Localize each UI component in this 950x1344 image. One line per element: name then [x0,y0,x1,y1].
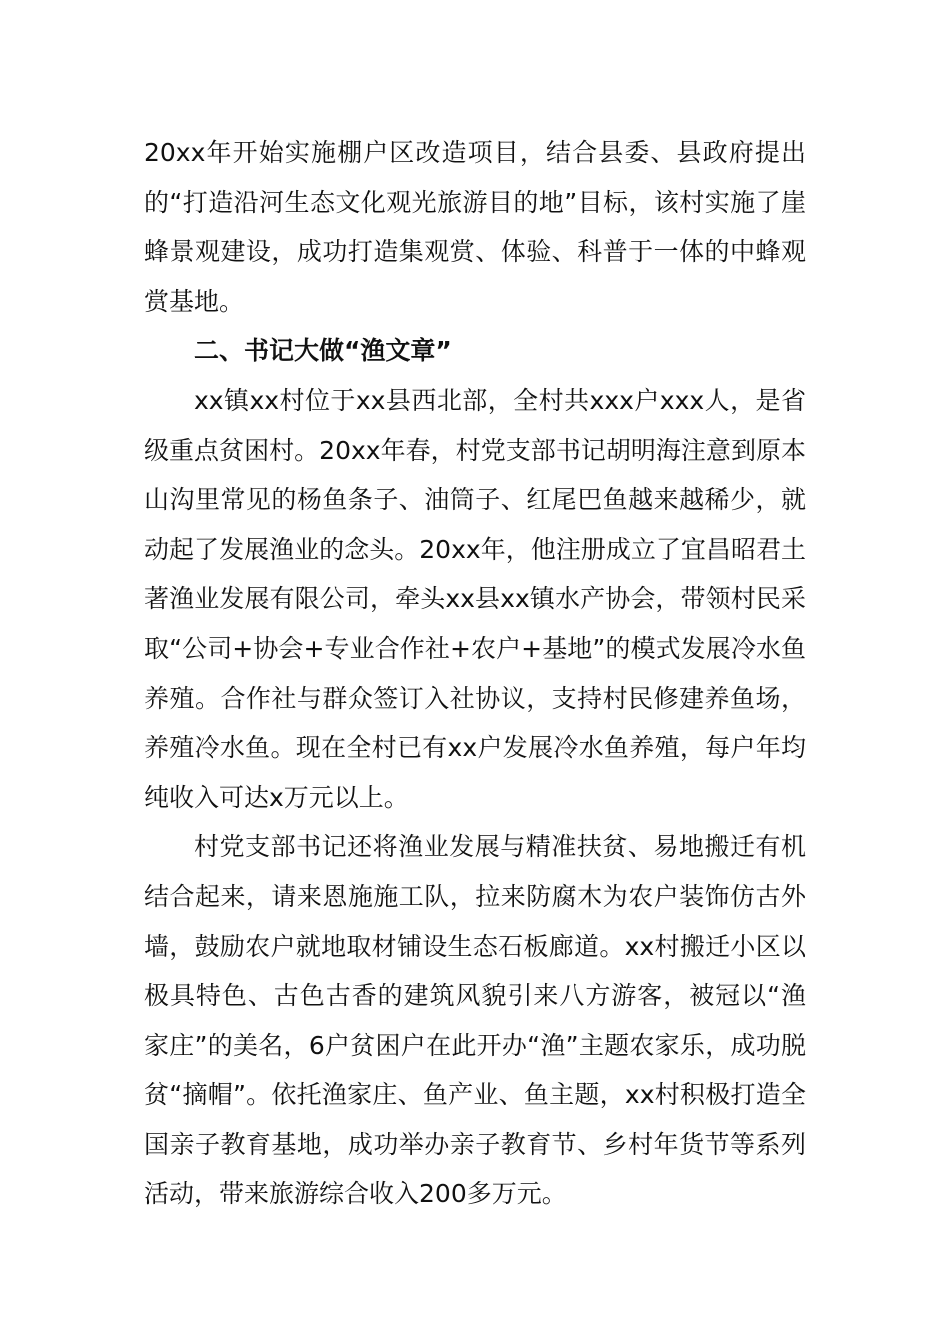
paragraph-fishery-tourism: 村党支部书记还将渔业发展与精准扶贫、易地搬迁有机结合起来，请来恩施施工队，拉来防腐木为农户装饰仿古外墙，鼓励农户就地取材铺设生态石板廊道。xx村搬迁小区以极具特色、古色古香的建筑风貌引来八方游客，被冠以“渔家庄”的美名，6户贫困户在此开办“渔”主题农家乐，成功脱贫“摘帽”。依托渔家庄、鱼产业、鱼主题，xx村积极打造全国亲子教育基地，成功举办亲子教育节、乡村年货节等系列活动，带来旅游综合收入200多万元。 [144,832,806,1209]
paragraph-continuation: 20xx年开始实施棚户区改造项目，结合县委、县政府提出的“打造沿河生态文化观光旅游目的地”目标，该村实施了崖蜂景观建设，成功打造集观赏、体验、科普于一体的中蜂观赏基地。 [144,138,806,316]
section-heading: 二、书记大做“渔文章” [194,336,452,366]
paragraph-fishery-intro: xx镇xx村位于xx县西北部，全村共xxx户xxx人，是省级重点贫困村。20xx年春，村党支部书记胡明海注意到原本山沟里常见的杨鱼条子、油筒子、红尾巴鱼越来越稀少，就动起了发展渔业的念头。20xx年，他注册成立了宜昌昭君土著渔业发展有限公司，牵头xx县xx镇水产协会，带领村民采取“公司+协会+专业合作社+农户+基地”的模式发展冷水鱼养殖。合作社与群众签订入社协议，支持村民修建养鱼场，养殖冷水鱼。现在全村已有xx户发展冷水鱼养殖，每户年均纯收入可达x万元以上。 [144,385,806,812]
document-body [144,128,806,1219]
